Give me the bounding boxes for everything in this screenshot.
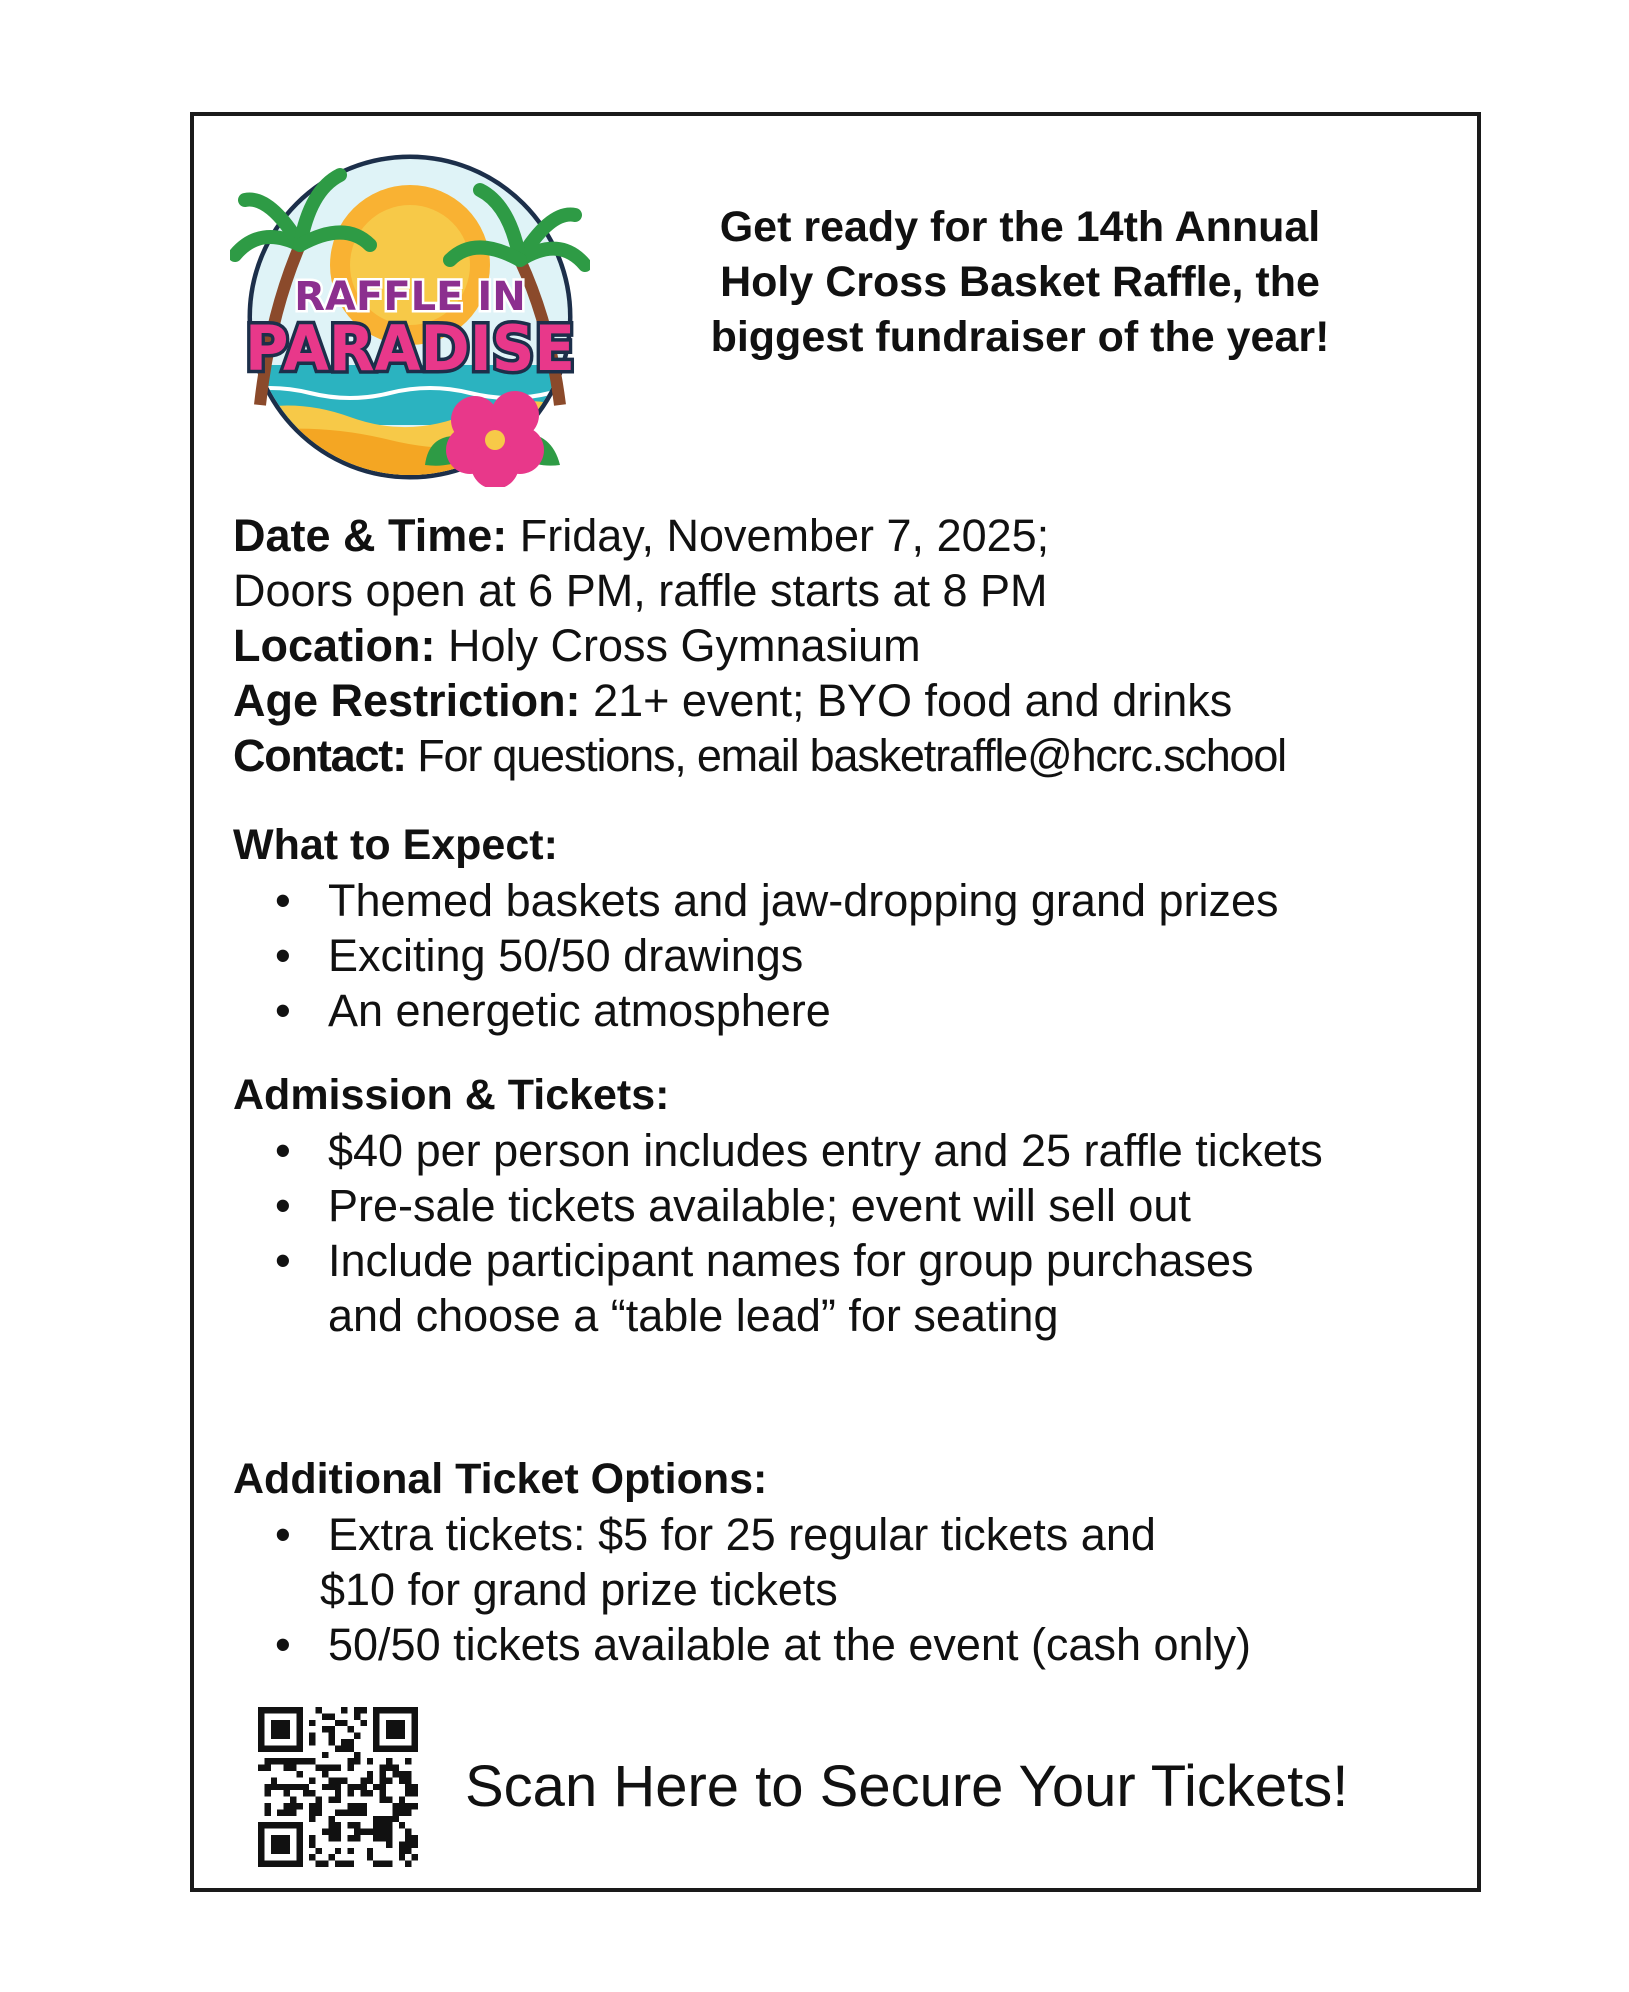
age-value: 21+ event; BYO food and drinks	[593, 675, 1233, 726]
date-label: Date & Time:	[233, 510, 508, 561]
list-item	[233, 1233, 1323, 1343]
date-value: Friday, November 7, 2025;	[519, 510, 1050, 561]
section-heading: What to Expect:	[233, 821, 558, 869]
age-line	[233, 673, 1286, 728]
additional-options-section	[233, 1452, 1251, 1672]
location-label: Location:	[233, 620, 436, 671]
logo-raffle-in-text: RAFFLE IN	[294, 274, 526, 320]
list-item	[233, 983, 1279, 1038]
list-item-text: Include participant names for group purchases	[328, 1235, 1254, 1286]
admission-section	[233, 1068, 1323, 1343]
date-time-line	[233, 508, 1286, 563]
list-item-text: $40 per person includes entry and 25 raffle tickets	[328, 1125, 1323, 1176]
list-item	[233, 928, 1279, 983]
list-item	[233, 873, 1279, 928]
bullet-icon: •	[275, 985, 291, 1036]
list-item-text: Extra tickets: $5 for 25 regular tickets and	[328, 1509, 1156, 1560]
doors-line: Doors open at 6 PM, raffle starts at 8 PM	[233, 565, 1048, 616]
bullet-icon: •	[275, 1180, 291, 1231]
what-to-expect-section	[233, 818, 1279, 1038]
headline-line: Get ready for the 14th Annual	[719, 203, 1321, 251]
list-item-text: Themed baskets and jaw-dropping grand prizes	[328, 875, 1279, 926]
section-heading: Admission & Tickets:	[233, 1071, 670, 1119]
headline-line: Holy Cross Basket Raffle, the	[720, 258, 1320, 306]
list-item-text: and choose a “table lead” for seating	[328, 1290, 1059, 1341]
headline-line: biggest fundraiser of the year!	[710, 313, 1330, 361]
list-item	[233, 1617, 1251, 1672]
list-item-text: An energetic atmosphere	[328, 985, 831, 1036]
location-line	[233, 618, 1286, 673]
location-value: Holy Cross Gymnasium	[448, 620, 921, 671]
section-heading: Additional Ticket Options:	[233, 1455, 768, 1503]
headline	[640, 200, 1400, 365]
list-item	[233, 1507, 1251, 1617]
list-item	[233, 1123, 1323, 1178]
logo-paradise-text: PARADISE	[245, 312, 575, 385]
bullet-icon: •	[275, 1235, 291, 1286]
list-item-text: Pre-sale tickets available; event will sell out	[328, 1180, 1191, 1231]
bullet-icon: •	[275, 930, 291, 981]
contact-line	[233, 728, 1286, 783]
contact-value: For questions, email basketraffle@hcrc.school	[417, 730, 1286, 781]
bullet-icon: •	[275, 875, 291, 926]
list-item-text: $10 for grand prize tickets	[320, 1564, 838, 1615]
bullet-icon: •	[275, 1125, 291, 1176]
bullet-icon: •	[275, 1509, 291, 1560]
list-item	[233, 1178, 1323, 1233]
raffle-in-paradise-logo	[230, 135, 590, 487]
bullet-icon: •	[275, 1619, 291, 1670]
contact-label: Contact:	[233, 730, 406, 781]
scan-cta-text: Scan Here to Secure Your Tickets!	[465, 1754, 1349, 1819]
qr-code-icon[interactable]	[258, 1707, 418, 1867]
age-label: Age Restriction:	[233, 675, 581, 726]
event-info	[233, 508, 1286, 783]
list-item-text: 50/50 tickets available at the event (cash only)	[328, 1619, 1252, 1670]
list-item-text: Exciting 50/50 drawings	[328, 930, 804, 981]
